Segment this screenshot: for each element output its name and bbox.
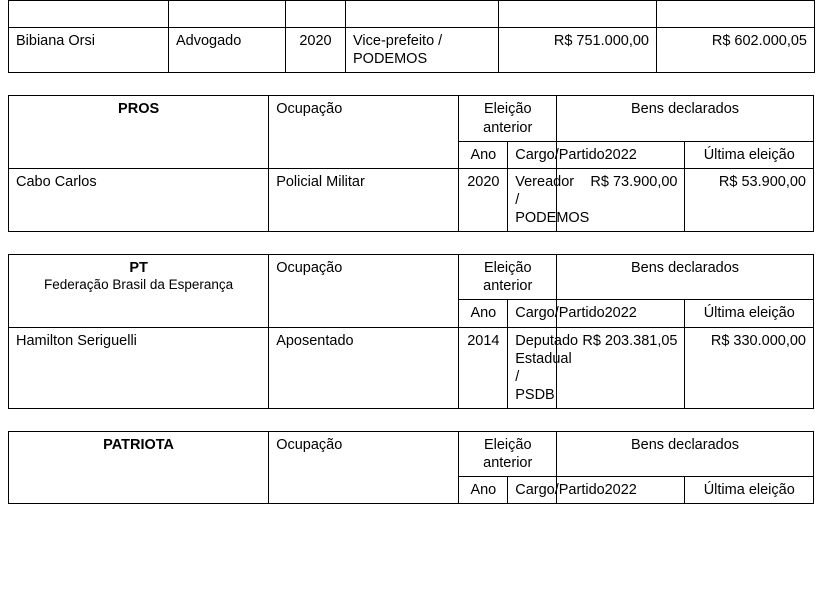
- declared-assets-header: Bens declarados: [557, 255, 814, 300]
- occupation-header: Ocupação: [269, 255, 459, 327]
- year-header: Ano: [459, 300, 508, 327]
- table-row: [9, 432, 814, 477]
- candidate-year: 2014: [459, 327, 508, 409]
- declared-assets-header: Bens declarados: [557, 96, 814, 141]
- assets-last-header: Última eleição: [685, 477, 814, 504]
- occupation-header: Ocupação: [269, 96, 459, 168]
- candidate-assets-last: R$ 53.900,00: [685, 168, 814, 231]
- assets-last-header: Última eleição: [685, 300, 814, 327]
- block-spacer: [8, 232, 814, 254]
- year-header: Ano: [459, 141, 508, 168]
- table-row: [9, 1, 815, 28]
- block-spacer: [8, 73, 814, 95]
- candidate-office-party: Vice-prefeito / PODEMOS: [346, 28, 499, 73]
- year-header: Ano: [459, 477, 508, 504]
- party-name: PT: [129, 260, 148, 277]
- table-row: [9, 96, 814, 141]
- party-name-cell: [9, 432, 269, 504]
- party-block-table: [8, 254, 814, 409]
- candidate-name: Hamilton Seriguelli: [9, 327, 269, 409]
- table-row: [9, 255, 814, 300]
- party-block-table: [8, 0, 815, 73]
- block-spacer: [8, 409, 814, 431]
- party-block-table: [8, 95, 814, 232]
- candidate-assets-last: R$ 602.000,05: [657, 28, 815, 73]
- declared-assets-header: Bens declarados: [557, 432, 814, 477]
- candidate-assets-2022: R$ 203.381,05: [557, 327, 685, 409]
- previous-election-header: Eleição anterior: [459, 432, 557, 477]
- table-row: [9, 168, 814, 231]
- candidate-year: 2020: [286, 28, 346, 73]
- party-name: PATRIOTA: [103, 437, 175, 453]
- assets-2022-header: 2022: [557, 477, 685, 504]
- assets-2022-header: 2022: [557, 300, 685, 327]
- party-name-cell: [9, 255, 269, 327]
- table-row: [9, 327, 814, 409]
- candidate-office-party: Deputado Estadual / PSDB: [508, 327, 557, 409]
- candidate-assets-2022: R$ 73.900,00: [557, 168, 685, 231]
- party-name: PROS: [118, 101, 160, 118]
- candidate-year: 2020: [459, 168, 508, 231]
- assets-last-header: Última eleição: [685, 141, 814, 168]
- candidate-occupation: Advogado: [169, 28, 286, 73]
- party-federation-label: Federação Brasil da Esperança: [44, 277, 234, 293]
- party-block-table: [8, 431, 814, 504]
- candidate-assets-2022: R$ 751.000,00: [499, 28, 657, 73]
- candidate-name: Bibiana Orsi: [9, 28, 169, 73]
- candidate-assets-last: R$ 330.000,00: [685, 327, 814, 409]
- candidate-occupation: Aposentado: [269, 327, 459, 409]
- table-row: [9, 28, 815, 73]
- office-party-header: Cargo/Partido: [508, 477, 557, 504]
- party-name-cell: [9, 96, 269, 168]
- previous-election-header: Eleição anterior: [459, 255, 557, 300]
- candidate-office-party: Vereador / PODEMOS: [508, 168, 557, 231]
- candidate-name: Cabo Carlos: [9, 168, 269, 231]
- previous-election-header: Eleição anterior: [459, 96, 557, 141]
- office-party-header: Cargo/Partido: [508, 300, 557, 327]
- office-party-header: Cargo/Partido: [508, 141, 557, 168]
- occupation-header: Ocupação: [269, 432, 459, 504]
- assets-2022-header: 2022: [557, 141, 685, 168]
- candidate-occupation: Policial Militar: [269, 168, 459, 231]
